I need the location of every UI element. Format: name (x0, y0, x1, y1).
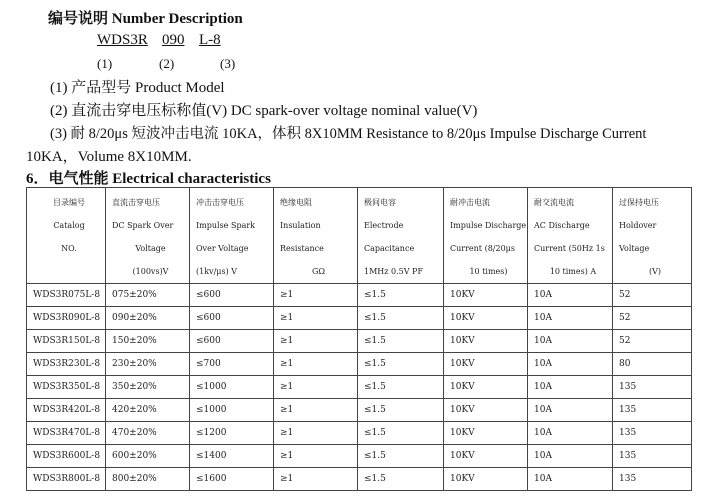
cell-impulse-current: 10KV (444, 445, 528, 468)
cell-insulation: ≥1 (274, 376, 358, 399)
cell-impulse-voltage: ≤1200 (190, 422, 274, 445)
number-description-title: 编号说明 Number Description (48, 11, 243, 27)
cell-ac-current: 10A (528, 284, 613, 307)
cell-insulation: ≥1 (274, 468, 358, 491)
cell-capacitance: ≤1.5 (358, 353, 444, 376)
table-row (27, 330, 692, 353)
cell-capacitance: ≤1.5 (358, 399, 444, 422)
header-holdover-voltage: 过保持电压 Holdover Voltage (V) (613, 188, 692, 284)
table-row (27, 468, 692, 491)
table-row (27, 353, 692, 376)
description-item-3-continuation: 10KA，Volume 8X10MM. (26, 149, 192, 165)
cell-ac-current: 10A (528, 422, 613, 445)
cell-capacitance: ≤1.5 (358, 422, 444, 445)
cell-catalog: WDS3R150L-8 (27, 330, 106, 353)
cell-ac-current: 10A (528, 330, 613, 353)
cell-capacitance: ≤1.5 (358, 330, 444, 353)
code-index-2: (2) (159, 56, 175, 71)
cell-ac-current: 10A (528, 353, 613, 376)
cell-holdover: 135 (613, 399, 692, 422)
cell-insulation: ≥1 (274, 422, 358, 445)
header-ac-discharge-current: 耐交流电流 AC Discharge Current (50Hz 1s 10 times) A (528, 188, 613, 284)
cell-dc-voltage: 800±20% (106, 468, 190, 491)
cell-insulation: ≥1 (274, 353, 358, 376)
table-row (27, 399, 692, 422)
code-index-1: (1) (97, 56, 113, 71)
cell-impulse-current: 10KV (444, 422, 528, 445)
code-part-model: WDS3R (97, 32, 148, 48)
cell-dc-voltage: 470±20% (106, 422, 190, 445)
header-catalog: 目录编号 Catalog NO. (27, 188, 106, 284)
cell-capacitance: ≤1.5 (358, 284, 444, 307)
cell-catalog: WDS3R075L-8 (27, 284, 106, 307)
cell-catalog: WDS3R350L-8 (27, 376, 106, 399)
cell-dc-voltage: 230±20% (106, 353, 190, 376)
cell-impulse-current: 10KV (444, 353, 528, 376)
table-row (27, 445, 692, 468)
cell-impulse-current: 10KV (444, 284, 528, 307)
description-item-2: (2) 直流击穿电压标称值(V) DC spark-over voltage nominal value(V) (50, 103, 478, 119)
cell-impulse-current: 10KV (444, 376, 528, 399)
cell-dc-voltage: 420±20% (106, 399, 190, 422)
cell-ac-current: 10A (528, 376, 613, 399)
cell-insulation: ≥1 (274, 399, 358, 422)
cell-holdover: 135 (613, 422, 692, 445)
cell-capacitance: ≤1.5 (358, 445, 444, 468)
cell-holdover: 135 (613, 376, 692, 399)
description-item-3: (3) 耐 8/20μs 短波冲击电流 10KA，体积 8X10MM Resistance to 8/20μs Impulse Discharge Current (50, 126, 647, 142)
cell-impulse-voltage: ≤600 (190, 330, 274, 353)
cell-holdover: 52 (613, 307, 692, 330)
cell-impulse-current: 10KV (444, 399, 528, 422)
cell-dc-voltage: 350±20% (106, 376, 190, 399)
cell-holdover: 135 (613, 468, 692, 491)
cell-ac-current: 10A (528, 307, 613, 330)
cell-catalog: WDS3R470L-8 (27, 422, 106, 445)
cell-holdover: 135 (613, 445, 692, 468)
cell-ac-current: 10A (528, 399, 613, 422)
code-part-suffix: L-8 (199, 32, 221, 48)
cell-catalog: WDS3R230L-8 (27, 353, 106, 376)
cell-insulation: ≥1 (274, 445, 358, 468)
table-row (27, 307, 692, 330)
header-electrode-capacitance: 极间电容 Electrode Capacitance 1MHz 0.5V PF (358, 188, 444, 284)
cell-impulse-voltage: ≤600 (190, 307, 274, 330)
cell-impulse-voltage: ≤1000 (190, 376, 274, 399)
cell-impulse-voltage: ≤1600 (190, 468, 274, 491)
cell-ac-current: 10A (528, 445, 613, 468)
cell-impulse-current: 10KV (444, 330, 528, 353)
cell-insulation: ≥1 (274, 330, 358, 353)
code-index-3: (3) (220, 56, 236, 71)
cell-holdover: 52 (613, 284, 692, 307)
cell-impulse-voltage: ≤1000 (190, 399, 274, 422)
electrical-characteristics-table (26, 187, 692, 491)
cell-insulation: ≥1 (274, 284, 358, 307)
cell-dc-voltage: 150±20% (106, 330, 190, 353)
cell-impulse-voltage: ≤700 (190, 353, 274, 376)
cell-ac-current: 10A (528, 468, 613, 491)
table-header-row (27, 188, 692, 284)
table-row (27, 284, 692, 307)
cell-impulse-voltage: ≤600 (190, 284, 274, 307)
cell-impulse-current: 10KV (444, 468, 528, 491)
header-impulse-discharge-current: 耐冲击电流 Impulse Discharge Current (8/20μs 10 times) (444, 188, 528, 284)
header-impulse-spark-over-voltage: 冲击击穿电压 Impulse Spark Over Voltage (1kv/μs) V (190, 188, 274, 284)
cell-holdover: 80 (613, 353, 692, 376)
table-row (27, 422, 692, 445)
cell-dc-voltage: 090±20% (106, 307, 190, 330)
cell-impulse-current: 10KV (444, 307, 528, 330)
cell-dc-voltage: 600±20% (106, 445, 190, 468)
description-item-1: (1) 产品型号 Product Model (50, 80, 225, 96)
code-part-voltage: 090 (162, 32, 185, 48)
cell-dc-voltage: 075±20% (106, 284, 190, 307)
cell-capacitance: ≤1.5 (358, 468, 444, 491)
electrical-characteristics-title: 6．电气性能 Electrical characteristics (26, 171, 271, 187)
table-row (27, 376, 692, 399)
cell-catalog: WDS3R420L-8 (27, 399, 106, 422)
cell-insulation: ≥1 (274, 307, 358, 330)
cell-impulse-voltage: ≤1400 (190, 445, 274, 468)
cell-capacitance: ≤1.5 (358, 376, 444, 399)
cell-holdover: 52 (613, 330, 692, 353)
header-insulation-resistance: 绝缘电阻 Insulation Resistance GΩ (274, 188, 358, 284)
cell-catalog: WDS3R090L-8 (27, 307, 106, 330)
cell-catalog: WDS3R800L-8 (27, 468, 106, 491)
cell-catalog: WDS3R600L-8 (27, 445, 106, 468)
cell-capacitance: ≤1.5 (358, 307, 444, 330)
header-dc-spark-over-voltage: 直流击穿电压 DC Spark Over Voltage (100vs)V (106, 188, 190, 284)
